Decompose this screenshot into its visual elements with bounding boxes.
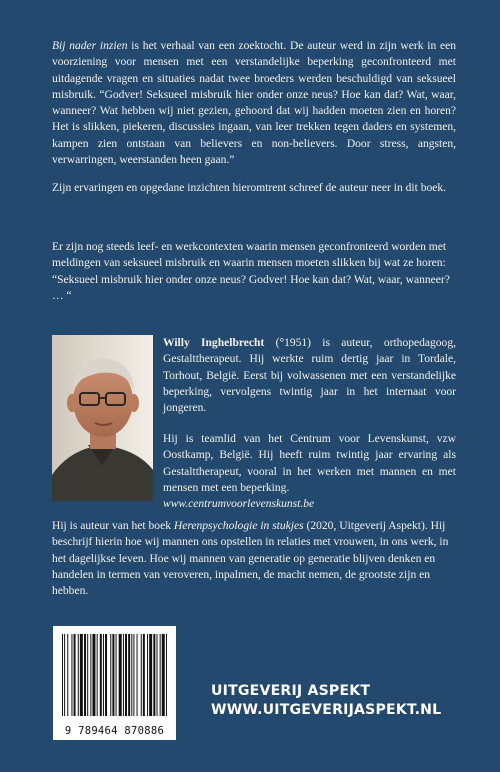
author-bio-2-text: Hij is teamlid van het Centrum voor Levenskunst, vzw Oostkamp, België. Hij heeft ruim twintig jaar ervaring als Gestalttherapeut, vooral in het werken met mannen en met mensen met een beperking. [163, 433, 456, 494]
barcode-bar [137, 634, 138, 716]
barcode-bar [87, 634, 88, 716]
barcode-bar [112, 634, 114, 716]
paragraph-2: Zijn ervaringen en opgedane inzichten hieromtrent schreef de auteur neer in dit boek. [52, 182, 447, 194]
barcode-bar [160, 634, 161, 716]
other-book-title: Herenpsychologie in stukjes [173, 520, 304, 532]
barcode-bar [67, 634, 68, 716]
author-website-link[interactable]: www.centrumvoorlevenskunst.be [163, 498, 315, 511]
publisher-name: UITGEVERIJ ASPEKT [211, 683, 371, 699]
barcode-bar [157, 634, 158, 716]
barcode-bar [141, 634, 142, 716]
book-title: Bij nader inzien [52, 40, 128, 52]
barcode-bar [131, 634, 132, 716]
barcode-bar [123, 634, 124, 716]
barcode-bar [71, 634, 72, 716]
author-bio-text: (°1951) is auteur, orthopedagoog, Gestalttherapeut. Hij werkte ruim dertig jaar in Tordale, Torhout, België. Eerst bij volwassenen met een verstandelijke beperking, vervolgens twintig jaar in het internaat voor jongeren. [163, 337, 456, 415]
barcode-bar [128, 634, 130, 716]
barcode-bar [90, 634, 91, 716]
barcode-bar [133, 634, 134, 716]
barcode-bar [162, 634, 165, 716]
paragraph-4-text: (2020, Uitgeverij Aspekt). Hij beschrijf hierin hoe wij mannen ons opstellen in relaties met vrouwen, in ons werk, in het dagelijkse leven. Hoe wij mannen van generatie op generatie blijven denken en handelen in termen van veroveren, inpalmen, de macht nemen, de grootste zijn en hebben. [52, 520, 449, 598]
barcode-bar [97, 634, 98, 716]
barcode-bar [62, 634, 63, 716]
barcode-bar [147, 634, 148, 716]
barcode-bar [78, 634, 79, 716]
barcode-bar [119, 634, 122, 716]
paragraph-4-intro: Hij is auteur van het boek [52, 520, 174, 532]
paragraph-3: Er zijn nog steeds leef- en werkcontexten waarin mensen geconfronteerd worden met meldingen van seksueel misbruik en waarin mensen moeten slikken bij wat ze horen: “Seksueel misbruik hier onder onze neus? Godver! Hoe kan dat? Wat, waar, wanneer? … “ [52, 241, 450, 302]
barcode-bar [143, 634, 145, 716]
publisher-block [211, 682, 441, 720]
barcode-bar [166, 634, 167, 716]
barcode-bars [53, 626, 176, 724]
barcode-bar [64, 634, 65, 716]
author-bio-1 [163, 335, 456, 416]
paragraph-4 [52, 518, 456, 599]
barcode [53, 626, 176, 740]
barcode-bar [92, 634, 95, 716]
barcode-bar [153, 634, 155, 716]
barcode-bar [84, 634, 86, 716]
barcode-bar [116, 634, 117, 716]
intro-paragraph [52, 38, 456, 168]
barcode-bar [100, 634, 102, 716]
barcode-bar [149, 634, 152, 716]
barcode-bar [125, 634, 127, 716]
barcode-bar [110, 634, 111, 716]
intro-text: is het verhaal van een zoektocht. De auteur werd in zijn werk in een voorziening voor mensen met een verstandelijke beperking geconfronteerd met uitdagende vragen en situaties nadat twee broeders werden beschuldigd van seksueel misbruik. “Godver! Seksueel misbruik hier onder onze neus? Hoe kan dat? Wat, waar, wanneer? Wat hebben wij niet gezien, gehoord dat wij hadden moeten zien en horen? Het is slikken, piekeren, discussies ingaan, van leer trekken tegen daders en systemen, kampen zien ontstaan van believers en non-believers. Door stress, angsten, verwarringen, weerstanden heen gaan.” [52, 40, 457, 167]
publisher-website[interactable]: WWW.UITGEVERIJASPEKT.NL [211, 702, 442, 718]
author-bio-2 [163, 431, 456, 512]
barcode-bar [103, 634, 104, 716]
barcode-bar [105, 634, 107, 716]
barcode-bar [80, 634, 83, 716]
barcode-bar [74, 634, 76, 716]
isbn-number: 9 789464 870886 [64, 725, 165, 737]
author-photo [52, 335, 153, 501]
author-name: Willy Inghelbrecht [163, 337, 265, 349]
